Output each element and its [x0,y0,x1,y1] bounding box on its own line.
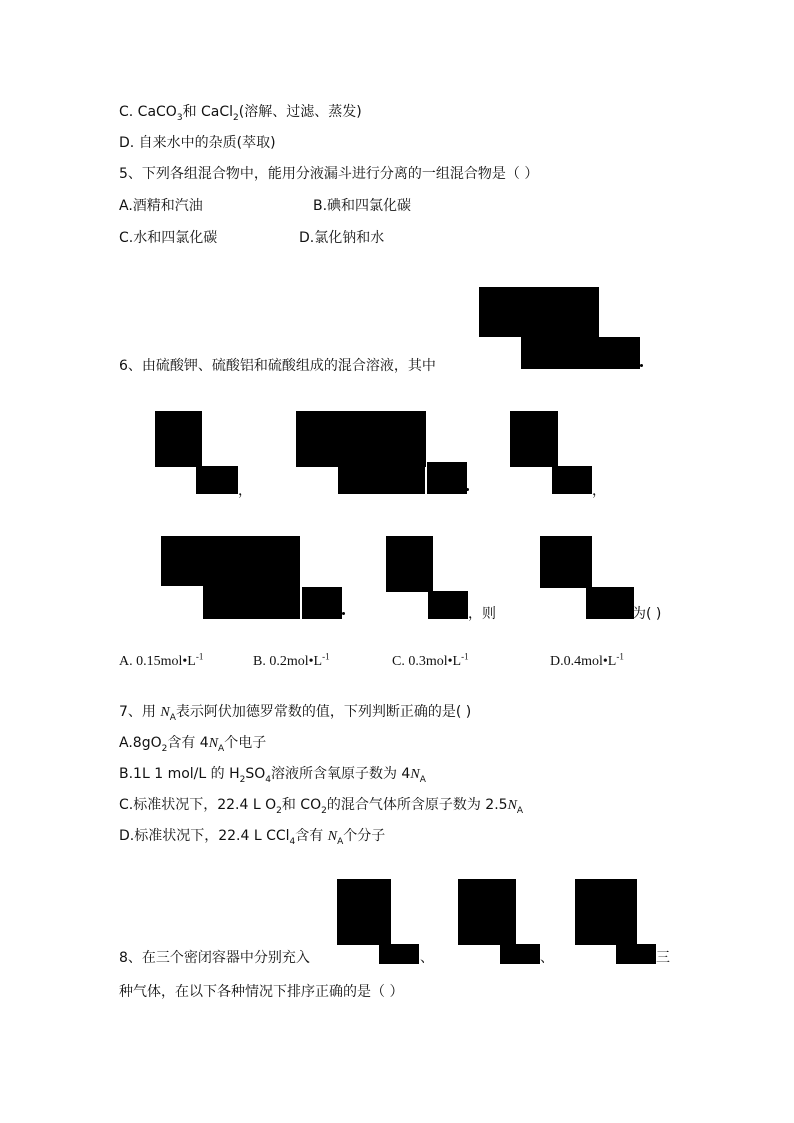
q4-option-c-sub: 3 [176,112,183,123]
q5-stem: 5、下列各组混合物中，能用分液漏斗进行分离的一组混合物是（ ） [119,166,539,182]
q4-option-c-text: (溶解、过滤、蒸发) [238,104,362,120]
q7-option-d-text: 含有 [295,828,328,844]
q7-stem-text: 表示阿伏加德罗常数的值，下列判断正确的是( ) [175,704,472,720]
q4-option-c-text: 和 CaCl [182,104,234,120]
q6-option-b-exp: -1 [322,651,330,662]
q7-option-b-text: SO [245,766,266,782]
q8-stem-continued: 种气体，在以下各种情况下排序正确的是（ ） [119,984,404,1000]
q6-option-b [253,653,330,671]
q7-na-symbol: N [507,798,517,813]
q6-option-d-exp: -1 [616,651,624,662]
q5-option-c: C.水和四氯化碳 [119,230,218,246]
q8-tail: 三 [656,950,670,966]
q6-tail: 为( ) [632,606,662,622]
q6-option-c-exp: -1 [461,651,469,662]
q5-option-d: D.氯化钠和水 [299,230,385,246]
q7-option-c-sub: 2 [276,805,282,816]
q7-option-c-text: 的混合气体所含原子数为 2.5 [326,797,508,813]
q7-na-symbol: N [160,705,170,720]
q8-separator: 、 [420,950,434,966]
q7-na-sub: A [419,774,426,785]
q7-option-b-text: 溶液所含氧原子数为 4 [270,766,411,782]
q4-option-c [119,103,362,121]
q6-option-d-text: D.0.4mol•L [550,654,617,669]
q7-na-symbol: N [208,736,219,751]
q4-option-c-sub: 2 [233,112,239,123]
q4-option-d: D. 自来水中的杂质(萃取) [119,135,276,151]
q6-comma: ， [238,483,252,499]
q7-option-c-sub: 2 [321,805,327,816]
q7-option-d [119,827,385,845]
q6-option-a-exp: -1 [195,651,204,662]
q7-na-sub: A [516,805,524,816]
q7-option-a-text: A.8gO [119,735,162,751]
q8-separator: 、 [540,950,554,966]
q6-option-c-text: C. 0.3mol•L [392,654,462,669]
q7-option-c-text: 和 CO [281,797,322,813]
q7-na-symbol: N [327,829,338,844]
q7-na-sub: A [218,743,225,754]
q7-option-c [119,796,523,814]
q6-option-a [119,653,203,671]
q6-option-d [550,653,624,671]
q6-stem: 6、由硫酸钾、硫酸铝和硫酸组成的混合溶液，其中 [119,358,436,374]
q7-option-a-text: 含有 4 [167,735,209,751]
q5-option-b: B.碘和四氯化碳 [313,198,412,214]
q7-option-c-text: C.标准状况下，22.4 L O [119,797,277,813]
q7-na-sub: A [169,712,176,723]
q7-option-a-text: 个电子 [224,735,267,751]
q7-na-sub: A [337,836,344,847]
q7-stem-text: 7、用 [119,704,161,720]
q7-option-a-sub: 2 [161,743,168,754]
q7-option-d-sub: 4 [289,836,296,847]
q7-stem [119,703,471,721]
q8-stem: 8、在三个密闭容器中分别充入 [119,950,310,966]
q7-option-a [119,734,266,752]
q7-option-b-sub: 2 [239,774,246,785]
q5-option-a: A.酒精和汽油 [119,198,203,214]
q7-na-symbol: N [410,767,420,782]
q6-then: ，则 [468,606,496,622]
q6-comma: ， [592,483,606,499]
q7-option-b-sub: 4 [265,774,271,785]
q7-option-b [119,765,426,783]
q7-option-d-text: D.标准状况下，22.4 L CCl [119,828,290,844]
q6-option-a-text: A. 0.15mol•L [119,654,196,669]
q6-option-b-text: B. 0.2mol•L [253,654,323,669]
q4-option-c-text: C. CaCO [119,104,177,120]
q6-option-c [392,653,469,671]
q7-option-d-text: 个分子 [343,828,386,844]
q7-option-b-text: B.1L 1 mol/L 的 H [119,766,240,782]
